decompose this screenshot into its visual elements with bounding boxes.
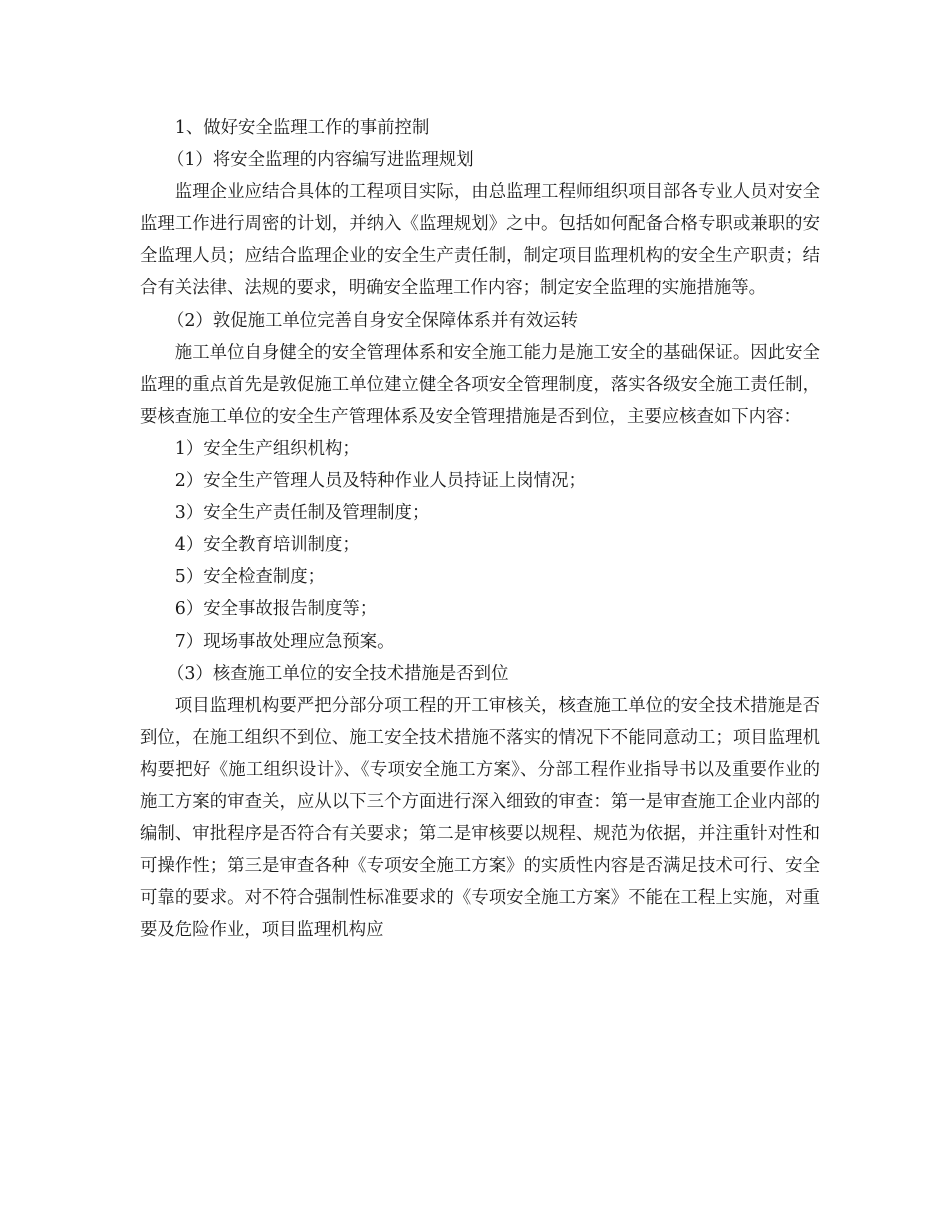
- list-item: 1）安全生产组织机构；: [174, 438, 360, 459]
- list-item: 6）安全事故报告制度等；: [174, 599, 378, 620]
- section-heading: 1、做好安全监理工作的事前控制: [174, 118, 430, 138]
- list-item: 3）安全生产责任制及管理制度；: [174, 503, 430, 524]
- subsection-heading-1: （1）将安全监理的内容编写进监理规划: [166, 150, 474, 171]
- subsection-heading-2: （2）敦促施工单位完善自身安全保障体系并有效运转: [166, 310, 579, 331]
- paragraph-1: 监理企业应结合具体的工程项目实际，由总监理工程师组织项目部各专业人员对安全监理工作进行周密的计划，并纳入《监理规划》之中。包括如何配备合格专职或兼职的安全监理人员；应结合监理企业的安全生产责任制，制定项目监理机构的安全生产职责；结合有关法律、法规的要求，明确安全监理工作内容；制定安全监理的实施措施等。: [140, 182, 820, 299]
- list-item: 4）安全教育培训制度；: [174, 535, 360, 556]
- document-body: [140, 112, 820, 946]
- list-item: 5）安全检查制度；: [174, 567, 325, 588]
- subsection-heading-3: （3）核查施工单位的安全技术措施是否到位: [166, 663, 509, 684]
- list-item: 2）安全生产管理人员及特种作业人员持证上岗情况；: [174, 471, 586, 492]
- paragraph-2: 施工单位自身健全的安全管理体系和安全施工能力是施工安全的基础保证。因此安全监理的重点首先是敦促施工单位建立健全各项安全管理制度，落实各级安全施工责任制，要核查施工单位的安全生产管理体系及安全管理措施是否到位，主要应核查如下内容：: [140, 342, 820, 427]
- list-item: 7）现场事故处理应急预案。: [174, 631, 395, 652]
- paragraph-3: 项目监理机构要严把分部分项工程的开工审核关，核查施工单位的安全技术措施是否到位，在施工组织不到位、施工安全技术措施不落实的情况下不能同意动工；项目监理机构要把好《施工组织设计》、《专项安全施工方案》、分部工程作业指导书以及重要作业的施工方案的审查关，应从以下三个方面进行深入细致的审查：第一是审查施工企业内部的编制、审批程序是否符合有关要求；第二是审核要以规程、规范为依据，并注重针对性和可操作性；第三是审查各种《专项安全施工方案》的实质性内容是否满足技术可行、安全可靠的要求。对不符合强制性标准要求的《专项安全施工方案》不能在工程上实施，对重要及危险作业，项目监理机构应: [140, 695, 820, 941]
